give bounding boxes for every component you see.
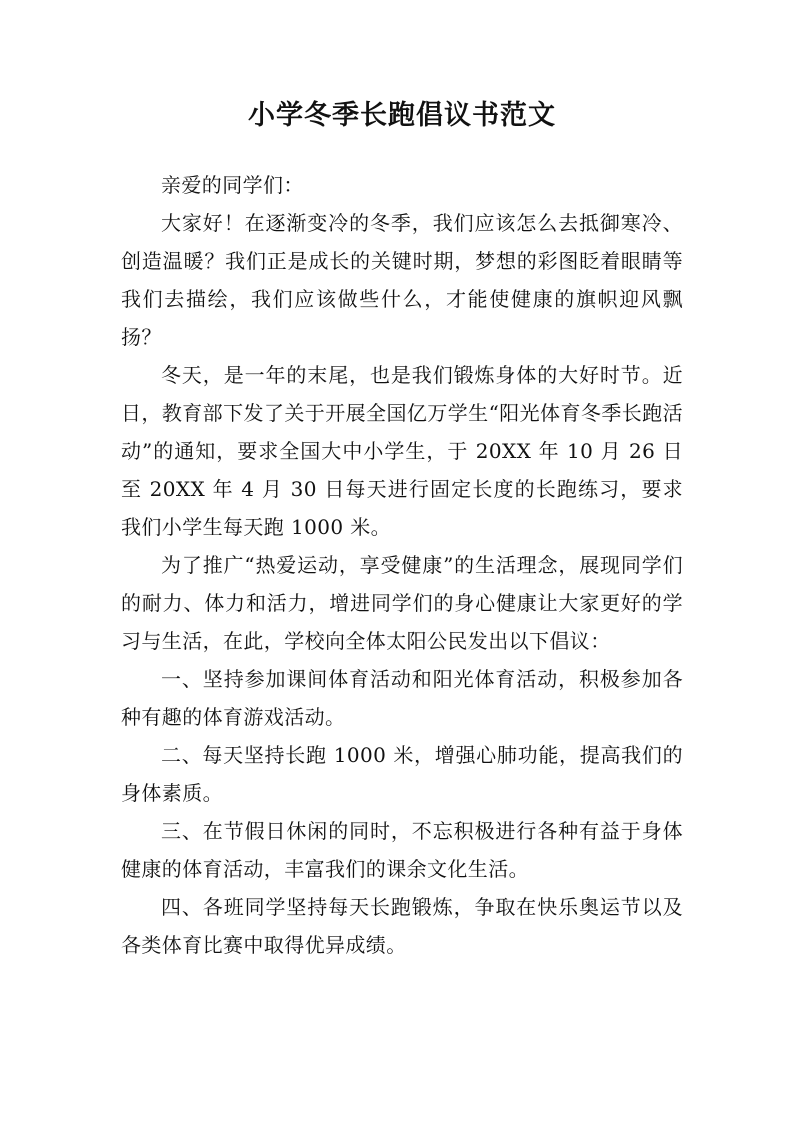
proposal-item-2: 二、每天坚持长跑 1000 米，增强心肺功能，提高我们的身体素质。 <box>121 743 683 805</box>
proposal-item-4: 四、各班同学坚持每天长跑锻炼，争取在快乐奥运节以及各类体育比赛中取得优异成绩。 <box>121 895 683 957</box>
greeting: 亲爱的同学们： <box>161 173 304 197</box>
proposal-item-1: 一、坚持参加课间体育活动和阳光体育活动，积极参加各种有趣的体育游戏活动。 <box>121 667 683 729</box>
document-page <box>121 96 683 964</box>
paragraph-initiative: 为了推广“热爱运动，享受健康”的生活理念，展现同学们的耐力、体力和活力，增进同学们的身心健康让大家更好的学习与生活，在此，学校向全体太阳公民发出以下倡议： <box>121 553 683 653</box>
paragraph-notice: 冬天，是一年的末尾，也是我们锻炼身体的大好时节。近日，教育部下发了关于开展全国亿万学生“阳光体育冬季长跑活动”的通知，要求全国大中小学生，于 20XX 年 10 月 26 日至 20XX 年 4 月 30 日每天进行固定长度的长跑练习，要求我们小学生每天跑 1000 米。 <box>121 363 683 539</box>
document-title: 小学冬季长跑倡议书范文 <box>248 100 556 131</box>
paragraph-intro: 大家好！在逐渐变冷的冬季，我们应该怎么去抵御寒冷、创造温暖？我们正是成长的关键时期，梦想的彩图眨着眼睛等我们去描绘，我们应该做些什么，才能使健康的旗帜迎风飘扬？ <box>121 211 683 349</box>
proposal-item-3: 三、在节假日休闲的同时，不忘积极进行各种有益于身体健康的体育活动，丰富我们的课余文化生活。 <box>121 819 683 881</box>
